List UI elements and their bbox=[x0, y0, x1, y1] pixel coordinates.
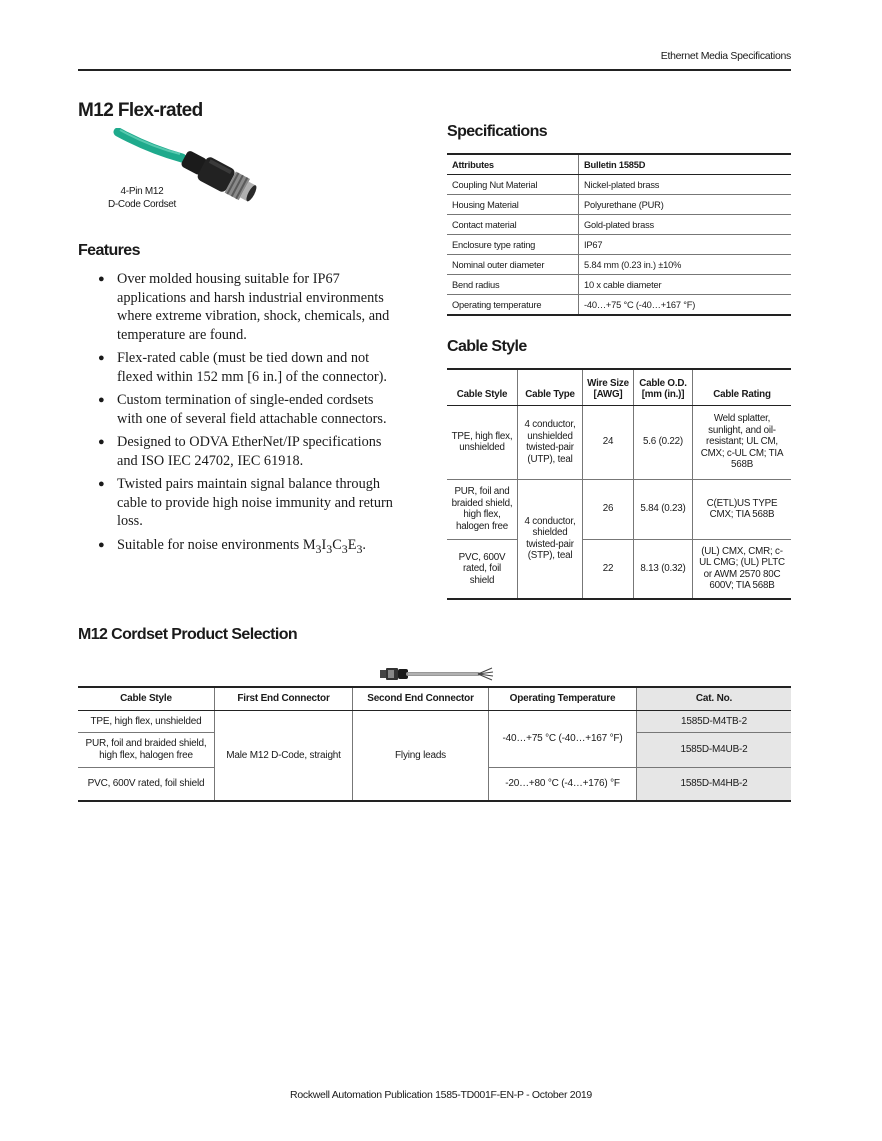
header-rule bbox=[78, 69, 791, 71]
table-row: Bend radius 10 x cable diameter bbox=[447, 275, 791, 295]
col-first-end-connector: First End Connector bbox=[215, 687, 353, 711]
table-row: PVC, 600V rated, foil shield -20…+80 °C (-4…+176) °F 1585D-M4HB-2 bbox=[78, 768, 791, 802]
flying-leads-cordset-image bbox=[378, 665, 496, 683]
bullet-icon: ● bbox=[98, 394, 105, 406]
specifications-heading: Specifications bbox=[447, 123, 548, 140]
cat-no: 1585D-M4HB-2 bbox=[637, 768, 792, 802]
running-header: Ethernet Media Specifications bbox=[660, 50, 791, 62]
features-heading: Features bbox=[78, 242, 140, 259]
table-row: TPE, high flex, unshielded 4 conductor, unshielded twisted-pair (UTP), teal 24 5.6 (0.22) Weld splatter, sunlight, and oil-resistant; UL CM, CMX; c-UL CM; TIA 568B bbox=[447, 405, 791, 479]
bullet-icon: ● bbox=[98, 273, 105, 285]
table-row: PVC, 600V rated, foil shield 22 8.13 (0.32) (UL) CMX, CMR; c-UL CMG; (UL) PLTC or AWM 2570 80C 600V; TIA 568B bbox=[447, 539, 791, 599]
col-cable-type: Cable Type bbox=[518, 369, 583, 405]
table-row: PUR, foil and braided shield, high flex, halogen free 4 conductor, shielded twisted-pair (STP), teal 26 5.84 (0.23) C(ETL)US TYPE CMX; TIA 568B bbox=[447, 479, 791, 539]
feature-item: ● Designed to ODVA EtherNet/IP specifications and ISO IEC 24702, IEC 61918. bbox=[98, 434, 382, 469]
shared-first-end-connector: Male M12 D-Code, straight bbox=[215, 711, 353, 802]
cat-no: 1585D-M4UB-2 bbox=[637, 733, 792, 768]
table-row: PUR, foil and braided shield, high flex, halogen free 1585D-M4UB-2 bbox=[78, 733, 791, 768]
shared-cable-type: 4 conductor, shielded twisted-pair (STP), teal bbox=[518, 479, 583, 599]
cable-style-table bbox=[447, 368, 791, 600]
shared-second-end-connector: Flying leads bbox=[353, 711, 489, 802]
table-row: TPE, high flex, unshielded Male M12 D-Code, straight Flying leads -40…+75 °C (-40…+167 °F) 1585D-M4TB-2 bbox=[78, 711, 791, 733]
col-operating-temperature: Operating Temperature bbox=[489, 687, 637, 711]
feature-item-noise: ● Suitable for noise environments $M_3I_3C_3E_3$. bbox=[98, 536, 366, 556]
publication-footer: Rockwell Automation Publication 1585-TD001F-EN-P - October 2019 bbox=[290, 1089, 592, 1101]
operating-temperature: -20…+80 °C (-4…+176) °F bbox=[489, 768, 637, 802]
cordset-image bbox=[100, 128, 270, 228]
cordset-caption bbox=[100, 185, 184, 211]
col-second-end-connector: Second End Connector bbox=[353, 687, 489, 711]
cable-style-heading: Cable Style bbox=[447, 338, 527, 355]
spec-col-attributes: Attributes bbox=[447, 154, 579, 175]
table-row: Enclosure type rating IP67 bbox=[447, 235, 791, 255]
bullet-icon: ● bbox=[98, 478, 105, 490]
col-cat-no: Cat. No. bbox=[637, 687, 792, 711]
cat-no: 1585D-M4TB-2 bbox=[637, 711, 792, 733]
table-row: Coupling Nut Material Nickel-plated brass bbox=[447, 175, 791, 195]
shared-operating-temperature: -40…+75 °C (-40…+167 °F) bbox=[489, 711, 637, 768]
col-cable-style: Cable Style bbox=[78, 687, 215, 711]
feature-item: ● Twisted pairs maintain signal balance through cable to provide high noise immunity and return loss. bbox=[98, 476, 393, 529]
table-row: Nominal outer diameter 5.84 mm (0.23 in.) ±10% bbox=[447, 255, 791, 275]
specifications-table bbox=[447, 153, 791, 316]
cordset-caption-line1: 4-Pin M12 bbox=[120, 186, 164, 197]
feature-item: ● Over molded housing suitable for IP67 applications and harsh industrial environments where extreme vibration, shock, chemicals, and temperature are found. bbox=[98, 271, 390, 343]
table-row: Housing Material Polyurethane (PUR) bbox=[447, 195, 791, 215]
col-cable-style: Cable Style bbox=[447, 369, 518, 405]
col-cable-rating: Cable Rating bbox=[693, 369, 792, 405]
section-title: M12 Flex-rated bbox=[78, 100, 203, 121]
col-wire-size: Wire Size [AWG] bbox=[583, 369, 634, 405]
table-header-row bbox=[447, 154, 791, 175]
spec-col-bulletin: Bulletin 1585D bbox=[579, 154, 792, 175]
feature-item: ● Flex-rated cable (must be tied down and not flexed within 152 mm [6 in.] of the connector). bbox=[98, 350, 387, 385]
table-row: Operating temperature -40…+75 °C (-40…+167 °F) bbox=[447, 295, 791, 316]
table-header-row bbox=[447, 369, 791, 405]
col-cable-od: Cable O.D. [mm (in.)] bbox=[634, 369, 693, 405]
bullet-icon: ● bbox=[98, 538, 105, 551]
table-header-row bbox=[78, 687, 791, 711]
feature-item: ● Custom termination of single-ended cordsets with one of several field attachable connectors. bbox=[98, 392, 387, 427]
cordset-caption-line2: D-Code Cordset bbox=[107, 199, 177, 210]
bullet-icon: ● bbox=[98, 436, 105, 448]
product-selection-heading: M12 Cordset Product Selection bbox=[78, 626, 298, 643]
bullet-icon: ● bbox=[98, 352, 105, 364]
table-row: Contact material Gold-plated brass bbox=[447, 215, 791, 235]
features-list bbox=[96, 270, 401, 563]
product-selection-table bbox=[78, 686, 791, 802]
